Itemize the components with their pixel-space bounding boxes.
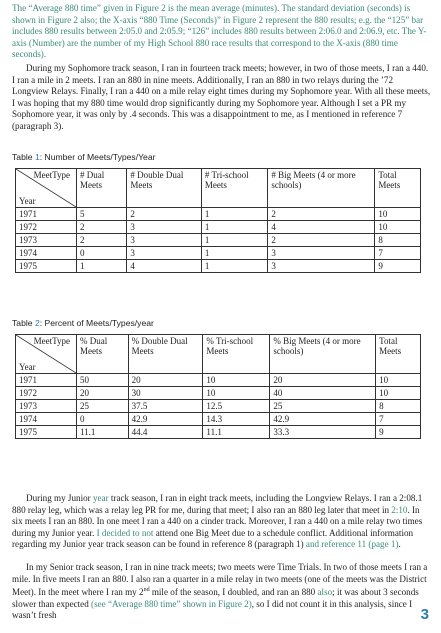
- table-cell: 0: [77, 247, 127, 260]
- table-cell: 40: [270, 387, 376, 400]
- column-header: % Dual Meets: [77, 335, 129, 374]
- table-cell: 1: [201, 247, 267, 260]
- text-run-highlight: I decided to not: [96, 527, 154, 538]
- table-cell: 20: [128, 374, 203, 387]
- text-run: track season, I ran in eight track meets, including the Longview Relays. I ran a 2:08.1 880 relay leg, which was a relay leg PR for me, during that meet; I also ran an 880 leg later that meet in: [12, 493, 423, 515]
- text-run: During my Junior: [26, 493, 93, 503]
- table-row: [16, 426, 421, 439]
- table-cell: 9: [376, 426, 421, 439]
- table-cell: 7: [375, 247, 421, 260]
- caption-text: : Percent of Meets/Types/year: [39, 318, 154, 328]
- table-cell: 2: [77, 221, 127, 234]
- table-2-caption: [12, 318, 154, 328]
- table-meets-count: [15, 168, 421, 273]
- column-header: # Double Dual Meets: [127, 169, 202, 208]
- paragraph-sophomore-season: During my Sophomore track season, I ran in fourteen track meets; however, in two of those meets, I ran a 440. I ran a mile in 2 meets. I ran an 880 in nine meets. Additionally, I ran an 880 in two relays during the ’72 Longview Relays. Finally, I ran a 440 on a mile relay eight times during my Sophomore year. With all these meets, I was hoping that my 880 time would drop significantly during my Sophomore year. Although I set a PR my Sophomore year, it was only by .4 seconds. This was a disappointment to me, as I mentioned in reference 7 (paragraph 3).: [12, 63, 431, 131]
- table-cell: 10: [203, 387, 270, 400]
- caption-prefix: Table: [12, 318, 35, 328]
- table-cell: 10: [375, 208, 421, 221]
- table-cell: 4: [127, 260, 202, 273]
- table-cell: 1: [201, 221, 267, 234]
- table-cell: 42.9: [128, 413, 203, 426]
- caption-prefix: Table: [12, 152, 35, 162]
- page-number: 3: [420, 606, 429, 623]
- table-row: [16, 247, 421, 260]
- text-run: attend one Big Meet due to a schedule conflict. Additional information regarding my Junior year track season can be found in reference 8 (paragraph 1): [12, 527, 414, 550]
- table-cell: 1: [201, 234, 267, 247]
- table-cell: 11.1: [203, 426, 270, 439]
- table-cell: 25: [77, 400, 129, 413]
- table-cell: 3: [268, 247, 375, 260]
- text-run: .: [398, 539, 401, 550]
- column-header: # Dual Meets: [77, 169, 127, 208]
- table-cell: 10: [376, 374, 421, 387]
- table-cell: 1975: [16, 426, 77, 439]
- table-1-caption: [12, 152, 155, 162]
- text-run-highlight: 2:10: [391, 504, 408, 515]
- table-cell: 1972: [16, 221, 77, 234]
- paragraph-junior-season: [12, 493, 432, 551]
- column-header: # Big Meets (4 or more schools): [268, 169, 375, 208]
- table-cell: 14.3: [203, 413, 270, 426]
- table-cell: 12.5: [203, 400, 270, 413]
- table-cell: 4: [268, 221, 375, 234]
- table-cell: 1971: [16, 374, 77, 387]
- text-run: ; it was about 3 seconds slower than expected: [12, 587, 419, 609]
- table-cell: 8: [375, 234, 421, 247]
- table-cell: 1973: [16, 400, 77, 413]
- text-run-highlight: (see “Average 880 time” shown in Figure 2): [91, 598, 252, 609]
- text-run: mile of the season, I doubled, and ran an 880: [149, 587, 318, 598]
- caption-text: : Number of Meets/Types/Year: [39, 152, 156, 162]
- table-cell: 3: [268, 260, 375, 273]
- table-cell: 10: [375, 221, 421, 234]
- text-run: . In six meets I ran an 880. In one meet I ran a 440 on a cinder track. Moreover, I ran a 440 on a mile relay two times during my Junior year.: [12, 504, 423, 538]
- table-cell: 50: [77, 374, 129, 387]
- table-cell: 7: [376, 413, 421, 426]
- superscript-nd: nd: [143, 587, 150, 594]
- paragraph-figure-explanation: [12, 3, 432, 61]
- caption-number: 1: [34, 152, 40, 162]
- column-header: Total Meets: [376, 335, 421, 374]
- text-run-highlight: and reference 11 (page 1): [305, 539, 399, 550]
- corner-label-year: Year: [19, 362, 36, 372]
- text-run: In my Senior track season, I ran in nine track meets; two meets were Time Trials. In two of those meets I ran a mile. In five meets I ran an 880. I also ran a quarter in a mile relay in two meets (one of the meets was the District Meet). In the meet where I ran my 2: [12, 562, 428, 598]
- table-cell: 0: [77, 413, 129, 426]
- corner-header-cell: [16, 169, 77, 208]
- table-row: [16, 374, 421, 387]
- table-cell: 2: [127, 208, 202, 221]
- table-row: [16, 413, 421, 426]
- column-header: % Tri-school Meets: [203, 335, 270, 374]
- text-run-highlight: year: [92, 493, 109, 503]
- table-header-row: [16, 335, 421, 374]
- table-cell: 1971: [16, 208, 77, 221]
- corner-label-meettype: MeetType: [33, 336, 70, 346]
- table-cell: 2: [268, 234, 375, 247]
- table-cell: 1: [77, 260, 127, 273]
- table-row: [16, 260, 421, 273]
- table-cell: 1: [201, 208, 267, 221]
- text-run-highlight: also: [317, 587, 333, 598]
- table-cell: 25: [270, 400, 376, 413]
- table-cell: 3: [127, 221, 202, 234]
- table-cell: 20: [77, 387, 129, 400]
- corner-label-meettype: MeetType: [33, 170, 70, 180]
- column-header: % Big Meets (4 or more schools): [270, 335, 376, 374]
- table-row: [16, 221, 421, 234]
- table-cell: 30: [128, 387, 203, 400]
- table-cell: 1975: [16, 260, 77, 273]
- table-cell: 44.4: [128, 426, 203, 439]
- table-cell: 2: [77, 234, 127, 247]
- table-row: [16, 400, 421, 413]
- corner-header-cell: [16, 335, 77, 374]
- table-cell: 42.9: [270, 413, 376, 426]
- table-cell: 10: [203, 374, 270, 387]
- paragraph-senior-season: [12, 562, 432, 622]
- table-cell: 5: [77, 208, 127, 221]
- figure-explanation-text: The “Average 880 time” given in Figure 2 is the mean average (minutes). The standard deviation (seconds) is shown in Figure 2 also; the X-axis “880 Time (Seconds)” in Figure 2 represent the 880 results; e.g. the “125” bar includes 880 results between 2:05.0 and 2:05.9; “126” includes 880 results between 2:06.0 and 2:06.9, etc. The Y-axis (Number) are the number of my High School 880 race results that correspond to the X-axis (880 time seconds).: [12, 3, 427, 60]
- table-cell: 11.1: [77, 426, 129, 439]
- table-cell: 9: [375, 260, 421, 273]
- text-run: , so I did not count it in this analysis, since I wasn’t fresh: [12, 598, 413, 621]
- table-cell: 8: [376, 400, 421, 413]
- table-meets-percent: [15, 334, 421, 439]
- corner-label-year: Year: [19, 196, 36, 206]
- table-cell: 33.3: [270, 426, 376, 439]
- table-row: [16, 387, 421, 400]
- table-cell: 3: [127, 247, 202, 260]
- table-header-row: [16, 169, 421, 208]
- table-cell: 1: [201, 260, 267, 273]
- table-cell: 1974: [16, 413, 77, 426]
- table-row: [16, 208, 421, 221]
- table-cell: 10: [376, 387, 421, 400]
- column-header: % Double Dual Meets: [128, 335, 203, 374]
- caption-number: 2: [34, 318, 40, 328]
- column-header: Total Meets: [375, 169, 421, 208]
- table-row: [16, 234, 421, 247]
- table-cell: 1972: [16, 387, 77, 400]
- column-header: # Tri-school Meets: [201, 169, 267, 208]
- table-cell: 1974: [16, 247, 77, 260]
- table-cell: 20: [270, 374, 376, 387]
- table-cell: 1973: [16, 234, 77, 247]
- table-cell: 37.5: [128, 400, 203, 413]
- table-cell: 2: [268, 208, 375, 221]
- table-cell: 3: [127, 234, 202, 247]
